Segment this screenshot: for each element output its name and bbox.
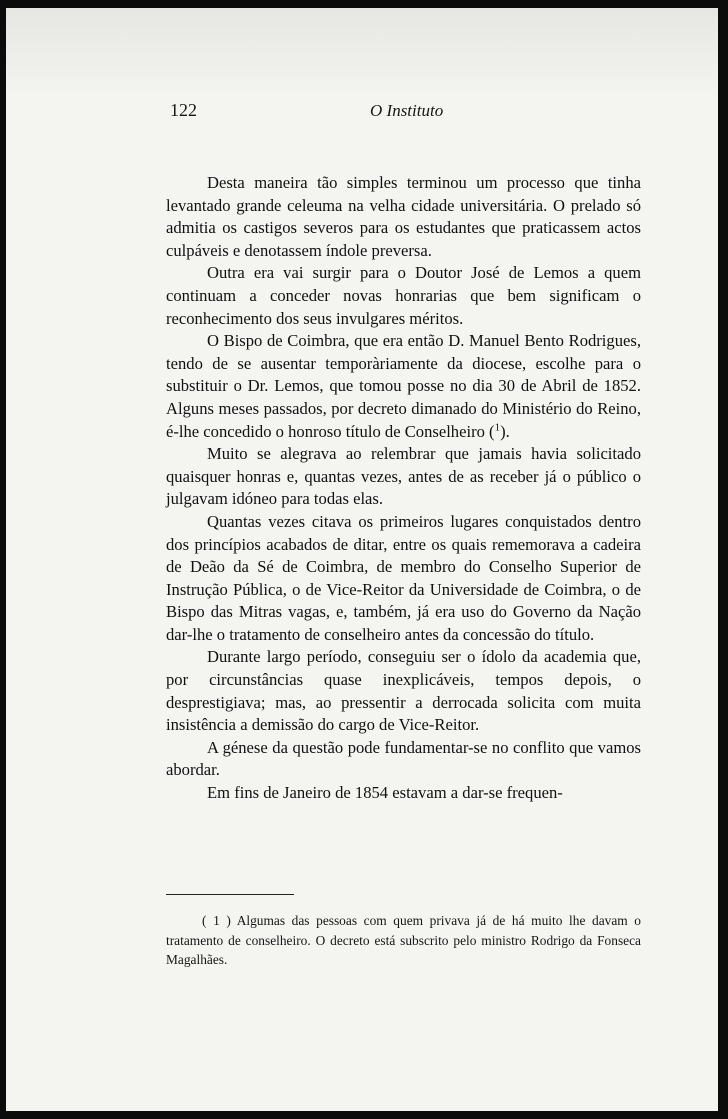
footnote-text: Algumas das pessoas com quem privava já de há muito lhe davam o tratamento de conselheiro. O decreto está subscrito pelo ministro Rodrigo da Fonseca Magalhães. xyxy=(166,913,641,968)
paragraph: Muito se alegrava ao relembrar que jamais havia solicitado quaisquer honras e, quantas vezes, antes de as receber já o público o julgavam idóneo para todas elas. xyxy=(166,444,641,509)
footnote xyxy=(166,911,641,970)
paragraph-text: O Bispo de Coimbra, que era então D. Manuel Bento Rodrigues, tendo de se ausentar temporàriamente da diocese, escolhe para o substituir o Dr. Lemos, que tomou posse no dia 30 de Abril de 1852. Alguns meses passados, por decreto dimanado do Ministério do Reino, é-lhe concedido o honroso título de Conselheiro ( xyxy=(166,331,641,441)
footnote-divider xyxy=(166,894,294,895)
paragraph: A génese da questão pode fundamentar-se no conflito que vamos abordar. xyxy=(166,737,641,780)
paragraph: Desta maneira tão simples terminou um processo que tinha levantado grande celeuma na velha cidade universitária. O prelado só admitia os castigos severos para os estudantes que praticassem actos culpáveis e denotassem índole preversa. xyxy=(166,173,641,260)
paragraph: Durante largo período, conseguiu ser o ídolo da academia que, por circunstâncias quase inexplicáveis, tempos depois, o desprestigiava; mas, ao pressentir a derrocada solicita com muita insistência a demissão do cargo de Vice-Reitor. xyxy=(166,647,641,735)
book-page xyxy=(6,8,718,1111)
paragraph: Em fins de Janeiro de 1854 estavam a dar-se frequen- xyxy=(207,783,563,803)
footnotes xyxy=(166,911,641,970)
paragraph: Quantas vezes citava os primeiros lugares conquistados dentro dos princípios acabados de ditar, entre os quais rememorava a cadeira de Deão da Sé de Coimbra, de membro do Conselho Superior de Instrução Pública, o de Vice-Reitor da Universidade de Coimbra, o de Bispo das Mitras vagas, e, também, já era uso do Governo da Nação dar-lhe o tratamento de conselheiro antes da concessão do título. xyxy=(166,511,641,644)
footnote-reference: 1 xyxy=(494,421,501,433)
footnote-marker: ( 1 ) xyxy=(202,913,231,928)
body-text xyxy=(166,172,641,805)
paragraph xyxy=(166,330,641,443)
running-title: O Instituto xyxy=(370,101,444,120)
paragraph: Outra era vai surgir para o Doutor José de Lemos a quem continuam a conceder novas honrarias que bem significam o reconhecimento dos seus invulgares méritos. xyxy=(166,263,641,328)
page-number: 122 xyxy=(170,100,197,120)
paragraph-text-end: ). xyxy=(500,421,510,441)
running-header xyxy=(6,100,718,124)
